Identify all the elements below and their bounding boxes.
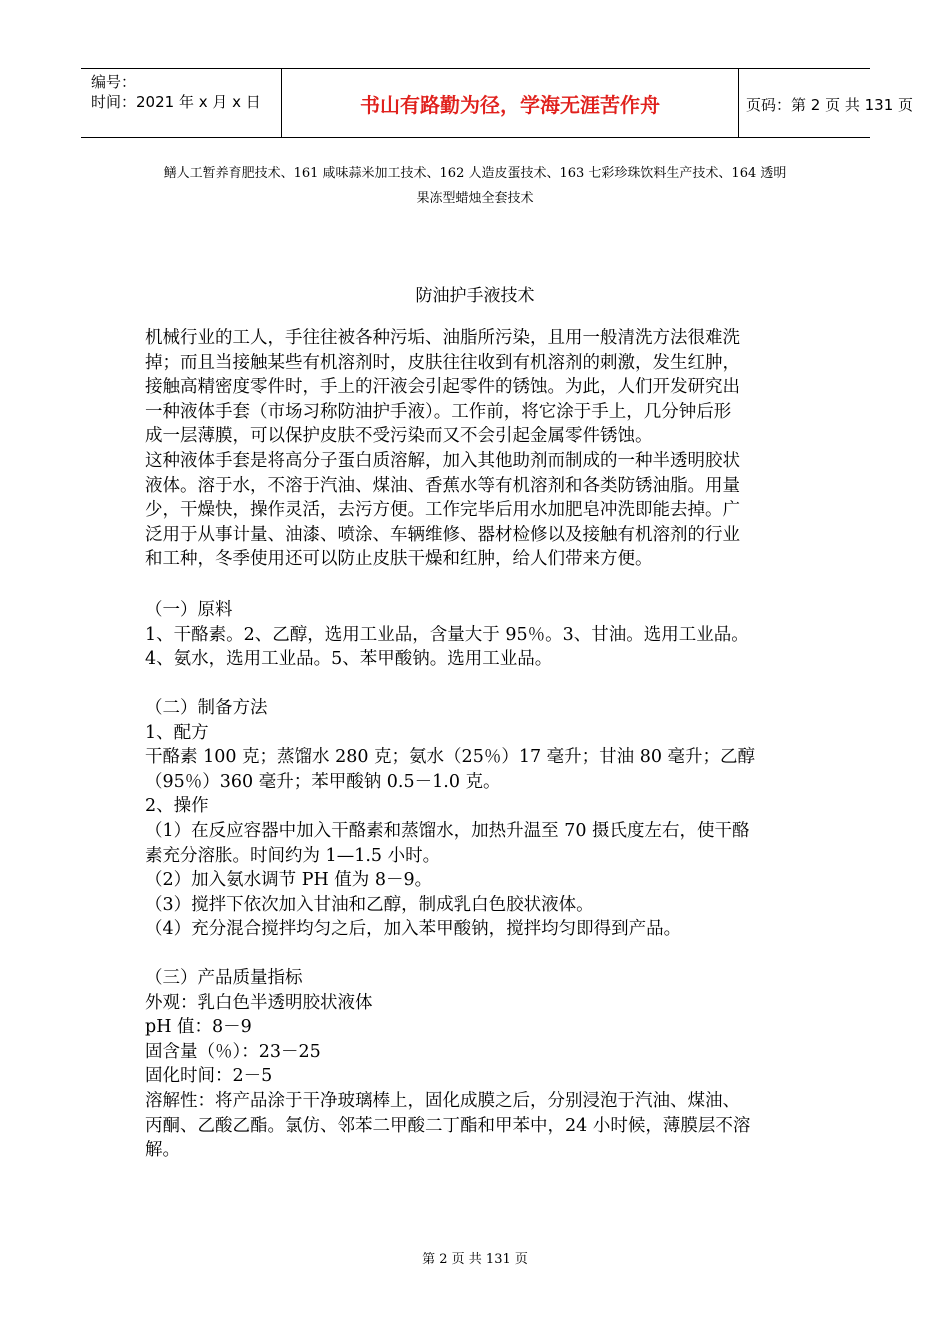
text-line: （3）搅拌下依次加入甘油和乙醇，制成乳白色胶状液体。 xyxy=(145,894,594,915)
text-line: 液体。溶于水，不溶于汽油、煤油、香蕉水等有机溶剂和各类防锈油脂。用量 xyxy=(145,475,740,496)
text-line: 4、氨水，选用工业品。5、苯甲酸钠。选用工业品。 xyxy=(145,649,553,670)
document-date-label: 时间：2021 年 x 月 x 日 xyxy=(91,93,261,111)
text-line: 解。 xyxy=(145,1140,180,1161)
section-materials xyxy=(145,598,815,672)
text-line: 成一层薄膜，可以保护皮肤不受污染而又不会引起金属零件锈蚀。 xyxy=(145,426,653,447)
header-motto: 书山有路勤为径，学海无涯苦作舟 xyxy=(360,93,660,117)
text-line: 掉；而且当接触某些有机溶剂时，皮肤往往收到有机溶剂的刺激，发生红肿， xyxy=(145,352,740,373)
section-heading: （二）制备方法 xyxy=(145,698,268,718)
text-line: 和工种，冬季使用还可以防止皮肤干燥和红肿，给人们带来方便。 xyxy=(145,549,653,570)
text-line: 固含量（％）：23－25 xyxy=(145,1041,321,1062)
text-line: pH 值：8－9 xyxy=(145,1017,252,1038)
text-line: 2、操作 xyxy=(145,796,209,817)
text-line: （95％）360 毫升；苯甲酸钠 0.5－1.0 克。 xyxy=(145,771,501,792)
section-heading: （三）产品质量指标 xyxy=(145,968,303,988)
section-preparation xyxy=(145,696,815,942)
text-line: 接触高精密度零件时，手上的汗液会引起零件的锈蚀。为此，人们开发研究出 xyxy=(145,377,740,398)
header-meta-cell xyxy=(81,69,281,137)
document-number-label: 编号： xyxy=(91,73,137,91)
text-line: （4）充分混合搅拌均匀之后，加入苯甲酸钠，搅拌均匀即得到产品。 xyxy=(145,919,682,940)
text-line: 干酪素 100 克；蒸馏水 280 克；氨水（25％）17 毫升；甘油 80 毫升；乙醇 xyxy=(145,747,756,768)
text-line: 1、干酪素。2、乙醇，选用工业品，含量大于 95％。3、甘油。选用工业品。 xyxy=(145,624,749,645)
text-line: 丙酮、乙酸乙酯。氯仿、邻苯二甲酸二丁酯和甲苯中，24 小时候，薄膜层不溶 xyxy=(145,1115,751,1136)
article-title: 防油护手液技术 xyxy=(415,286,535,306)
text-line: 1、配方 xyxy=(145,722,209,743)
text-line: 泛用于从事计量、油漆、喷涂、车辆维修、器材检修以及接触有机溶剂的行业 xyxy=(145,524,740,545)
text-line: 少，干燥快，操作灵活，去污方便。工作完毕后用水加肥皂冲洗即能去掉。广 xyxy=(145,500,740,521)
text-line: 一种液体手套（市场习称防油护手液）。工作前，将它涂于手上，几分钟后形 xyxy=(145,401,732,422)
page-header xyxy=(81,68,914,138)
paragraph-intro xyxy=(145,326,815,572)
text-line: 溶解性：将产品涂于干净玻璃棒上，固化成膜之后，分别浸泡于汽油、煤油、 xyxy=(145,1090,740,1111)
text-line: （2）加入氨水调节 PH 值为 8－9。 xyxy=(145,870,433,891)
text-line: 素充分溶胀。时间约为 1—1.5 小时。 xyxy=(145,845,441,866)
section-quality xyxy=(145,966,815,1163)
header-page-info: 页码：第 2 页 共 131 页 xyxy=(746,96,914,114)
section-heading: （一）原料 xyxy=(145,600,233,620)
text-line: 机械行业的工人，手往往被各种污垢、油脂所污染，且用一般清洗方法很难洗 xyxy=(145,328,740,348)
text-line: 固化时间：2－5 xyxy=(145,1066,273,1087)
intro-line-2: 果冻型蜡烛全套技术 xyxy=(416,191,534,206)
text-line: 这种液体手套是将高分子蛋白质溶解，加入其他助剂而制成的一种半透明胶状 xyxy=(145,450,740,471)
intro-line-1: 鳝人工暂养育肥技术、161 咸味蒜米加工技术、162 人造皮蛋技术、163 七彩珍珠饮料生产技术、164 透明 xyxy=(163,166,787,181)
page-footer: 第 2 页 共 131 页 xyxy=(422,1252,528,1267)
header-page-cell xyxy=(738,69,914,137)
text-line: （1）在反应容器中加入干酪素和蒸馏水，加热升温至 70 摄氏度左右，使干酪 xyxy=(145,820,750,841)
header-motto-cell xyxy=(281,69,739,137)
text-line: 外观：乳白色半透明胶状液体 xyxy=(145,992,373,1013)
